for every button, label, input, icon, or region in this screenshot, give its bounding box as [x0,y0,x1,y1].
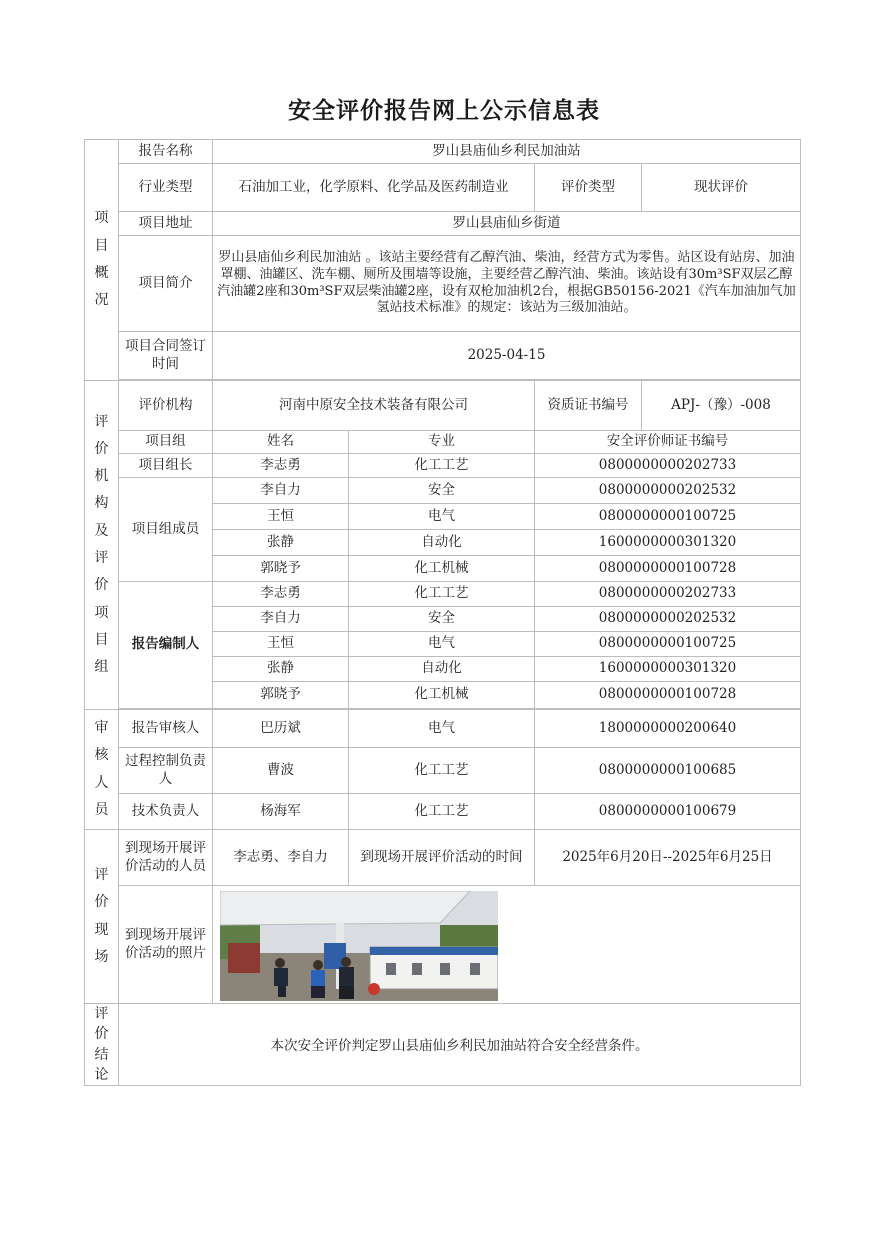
member-cert: 0800000000100725 [535,504,801,530]
member-cert: 0800000000100728 [535,556,801,582]
group-label: 项目组 [119,431,213,454]
eval-type-value: 现状评价 [642,164,801,212]
cert-label: 资质证书编号 [535,381,642,431]
leader-cert: 0800000000202733 [535,454,801,478]
address-label: 项目地址 [119,212,213,236]
site-time-label: 到现场开展评价活动的时间 [349,830,535,886]
section-overview: 项目概况 [85,140,119,381]
table-row [85,478,801,504]
agency-value: 河南中原安全技术装备有限公司 [213,381,535,431]
review-major: 电气 [349,710,535,748]
site-photo-image [220,891,498,1001]
author-cert: 0800000000100728 [535,682,801,709]
review-cert: 0800000000100685 [535,748,801,794]
section-site: 评价现场 [85,830,119,1004]
member-major: 安全 [349,478,535,504]
col-name-header: 姓名 [213,431,349,454]
author-name: 郭晓予 [213,682,349,709]
review-major: 化工工艺 [349,794,535,830]
members-label: 项目组成员 [119,478,213,582]
review-role: 技术负责人 [119,794,213,830]
intro-text: 罗山县庙仙乡利民加油站 。该站主要经营有乙醇汽油、柴油，经营方式为零售。站区设有站房、加油罩棚、油罐区、洗车棚、厕所及围墙等设施，主要经营乙醇汽油、柴油。该站设有30m³SF双层乙醇汽油罐2座和30m³SF双层柴油罐2座，设有双枪加油机2台，根据GB50156-2021《汽车加油加气加氢站技术标准》的规定：该站为三级加油站。 [213,236,801,332]
author-major: 自动化 [349,657,535,682]
section-review: 审核人员 [85,710,119,830]
review-cert: 0800000000100679 [535,794,801,830]
contract-label: 项目合同签订时间 [119,332,213,380]
review-role: 报告审核人 [119,710,213,748]
col-major-header: 专业 [349,431,535,454]
industry-label: 行业类型 [119,164,213,212]
contract-date: 2025-04-15 [213,332,801,380]
site-people-label: 到现场开展评价活动的人员 [119,830,213,886]
author-name: 李自力 [213,607,349,632]
conclusion-text: 本次安全评价判定罗山县庙仙乡利民加油站符合安全经营条件。 [119,1004,801,1086]
review-role: 过程控制负责人 [119,748,213,794]
intro-label: 项目简介 [119,236,213,332]
page-title: 安全评价报告网上公示信息表 [288,98,600,124]
leader-name: 李志勇 [213,454,349,478]
member-name: 王恒 [213,504,349,530]
address-value: 罗山县庙仙乡街道 [213,212,801,236]
author-cert: 0800000000202733 [535,582,801,607]
site-people: 李志勇、李自力 [213,830,349,886]
author-cert: 1600000000301320 [535,657,801,682]
member-major: 电气 [349,504,535,530]
col-cert-header: 安全评价师证书编号 [535,431,801,454]
section-conclusion: 评价结论 [85,1004,119,1086]
site-time: 2025年6月20日--2025年6月25日 [535,830,801,886]
table-row [85,748,801,794]
eval-type-label: 评价类型 [535,164,642,212]
site-photo-label: 到现场开展评价活动的照片 [119,886,213,1004]
industry-value: 石油加工业，化学原料、化学品及医药制造业 [213,164,535,212]
leader-major: 化工工艺 [349,454,535,478]
member-major: 自动化 [349,530,535,556]
site-photo-cell [213,886,801,1004]
member-major: 化工机械 [349,556,535,582]
author-name: 张静 [213,657,349,682]
author-cert: 0800000000100725 [535,632,801,657]
member-cert: 0800000000202532 [535,478,801,504]
report-name-label: 报告名称 [119,140,213,164]
author-major: 化工机械 [349,682,535,709]
cert-value: APJ-（豫）-008 [642,381,801,431]
leader-row [85,454,801,478]
review-name: 曹波 [213,748,349,794]
review-major: 化工工艺 [349,748,535,794]
table-row [85,794,801,830]
report-name: 罗山县庙仙乡利民加油站 [213,140,801,164]
author-name: 王恒 [213,632,349,657]
review-name: 巴历斌 [213,710,349,748]
member-name: 郭晓予 [213,556,349,582]
author-name: 李志勇 [213,582,349,607]
review-cert: 1800000000200640 [535,710,801,748]
member-name: 张静 [213,530,349,556]
member-cert: 1600000000301320 [535,530,801,556]
author-major: 电气 [349,632,535,657]
table-row [85,710,801,748]
leader-label: 项目组长 [119,454,213,478]
author-cert: 0800000000202532 [535,607,801,632]
info-table [84,139,801,1086]
review-name: 杨海军 [213,794,349,830]
agency-label: 评价机构 [119,381,213,431]
table-row [85,582,801,607]
author-major: 化工工艺 [349,582,535,607]
authors-label: 报告编制人 [119,582,213,709]
member-name: 李自力 [213,478,349,504]
section-org: 评价机构及评价项目组 [85,381,119,710]
author-major: 安全 [349,607,535,632]
